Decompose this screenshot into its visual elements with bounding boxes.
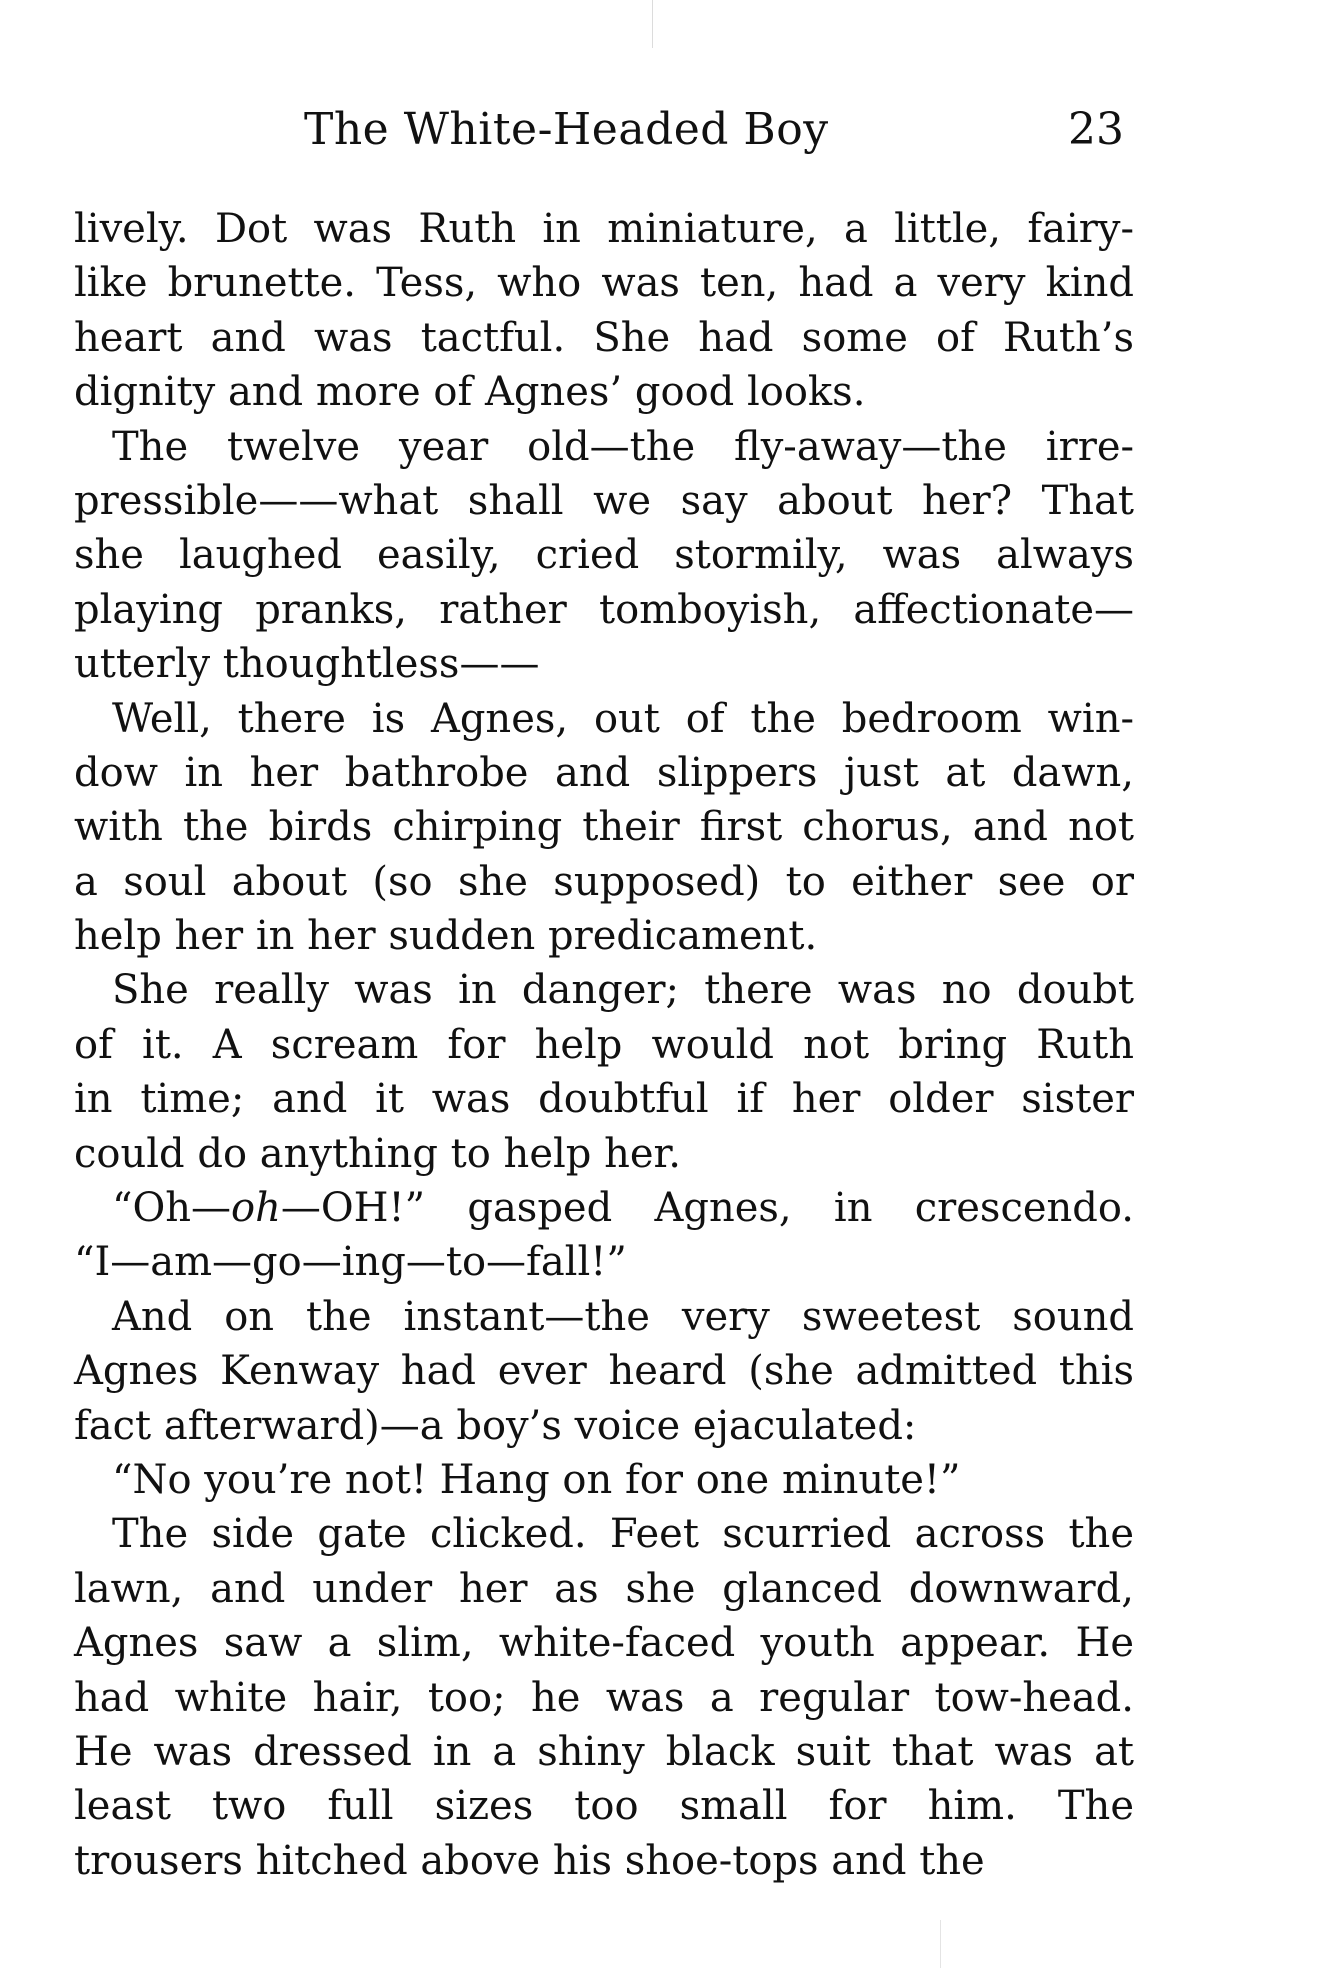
text-line: with the birds chirping their first chorus, and not xyxy=(74,804,1134,851)
text-line: lawn, and under her as she glanced downward, xyxy=(74,1565,1134,1612)
text-line: fact afterward)—a boy’s voice ejaculated: xyxy=(74,1402,917,1449)
scan-mark-bottom xyxy=(940,1920,941,1968)
text-line: of it. A scream for help would not bring Ruth xyxy=(74,1021,1134,1068)
scan-mark-top xyxy=(652,0,653,48)
text-line: help her in her sudden predicament. xyxy=(74,913,818,960)
text-line: dow in her bathrobe and slippers just at dawn, xyxy=(74,749,1134,796)
text-line: The twelve year old—the fly-away—the irre- xyxy=(112,423,1134,470)
text-line: pressible——what shall we say about her? That xyxy=(74,477,1134,524)
page-number: 23 xyxy=(1068,104,1124,155)
text-line: trousers hitched above his shoe-tops and the xyxy=(74,1837,985,1884)
text-line: Agnes Kenway had ever heard (she admitted this xyxy=(74,1348,1134,1395)
paragraph xyxy=(74,420,1134,692)
text-line: in time; and it was doubtful if her older sister xyxy=(74,1076,1134,1123)
text-line: Agnes saw a slim, white-faced youth appear. He xyxy=(74,1620,1134,1667)
running-head xyxy=(74,100,1124,170)
text-line: had white hair, too; he was a regular tow-head. xyxy=(74,1674,1134,1721)
paragraph xyxy=(74,692,1134,964)
text-line: “Oh—oh—OH!” gasped Agnes, in crescendo. xyxy=(112,1185,1134,1232)
text-line: she laughed easily, cried stormily, was always xyxy=(74,532,1134,579)
text-line: utterly thoughtless—— xyxy=(74,641,540,688)
text-line: He was dressed in a shiny black suit that was at xyxy=(74,1728,1134,1775)
text-line: “I—am—go—ing—to—fall!” xyxy=(74,1239,627,1286)
paragraph xyxy=(74,1290,1134,1453)
text-line: playing pranks, rather tomboyish, affectionate— xyxy=(74,586,1134,633)
text-line: “No you’re not! Hang on for one minute!” xyxy=(112,1456,961,1503)
text-line: lively. Dot was Ruth in miniature, a little, fairy- xyxy=(74,206,1134,252)
running-title: The White-Headed Boy xyxy=(304,104,829,155)
text-line: dignity and more of Agnes’ good looks. xyxy=(74,369,866,416)
paragraph xyxy=(74,963,1134,1181)
paragraph xyxy=(74,202,1134,420)
text-line: least two full sizes too small for him. The xyxy=(74,1783,1134,1830)
text-line: a soul about (so she supposed) to either see or xyxy=(74,858,1134,905)
paragraph xyxy=(74,1181,1134,1290)
text-line: like brunette. Tess, who was ten, had a very kind xyxy=(74,260,1134,307)
text-line: She really was in danger; there was no doubt xyxy=(112,967,1134,1014)
text-line: Well, there is Agnes, out of the bedroom win- xyxy=(112,695,1134,742)
text-line: could do anything to help her. xyxy=(74,1130,681,1177)
text-line: And on the instant—the very sweetest sound xyxy=(112,1293,1134,1340)
text-line: heart and was tactful. She had some of Ruth’s xyxy=(74,314,1134,361)
emphasis: oh xyxy=(231,1185,281,1232)
paragraph xyxy=(74,1453,1134,1507)
text-line: The side gate clicked. Feet scurried across the xyxy=(112,1511,1134,1558)
body-text xyxy=(74,202,1134,1888)
paragraph xyxy=(74,1507,1134,1888)
